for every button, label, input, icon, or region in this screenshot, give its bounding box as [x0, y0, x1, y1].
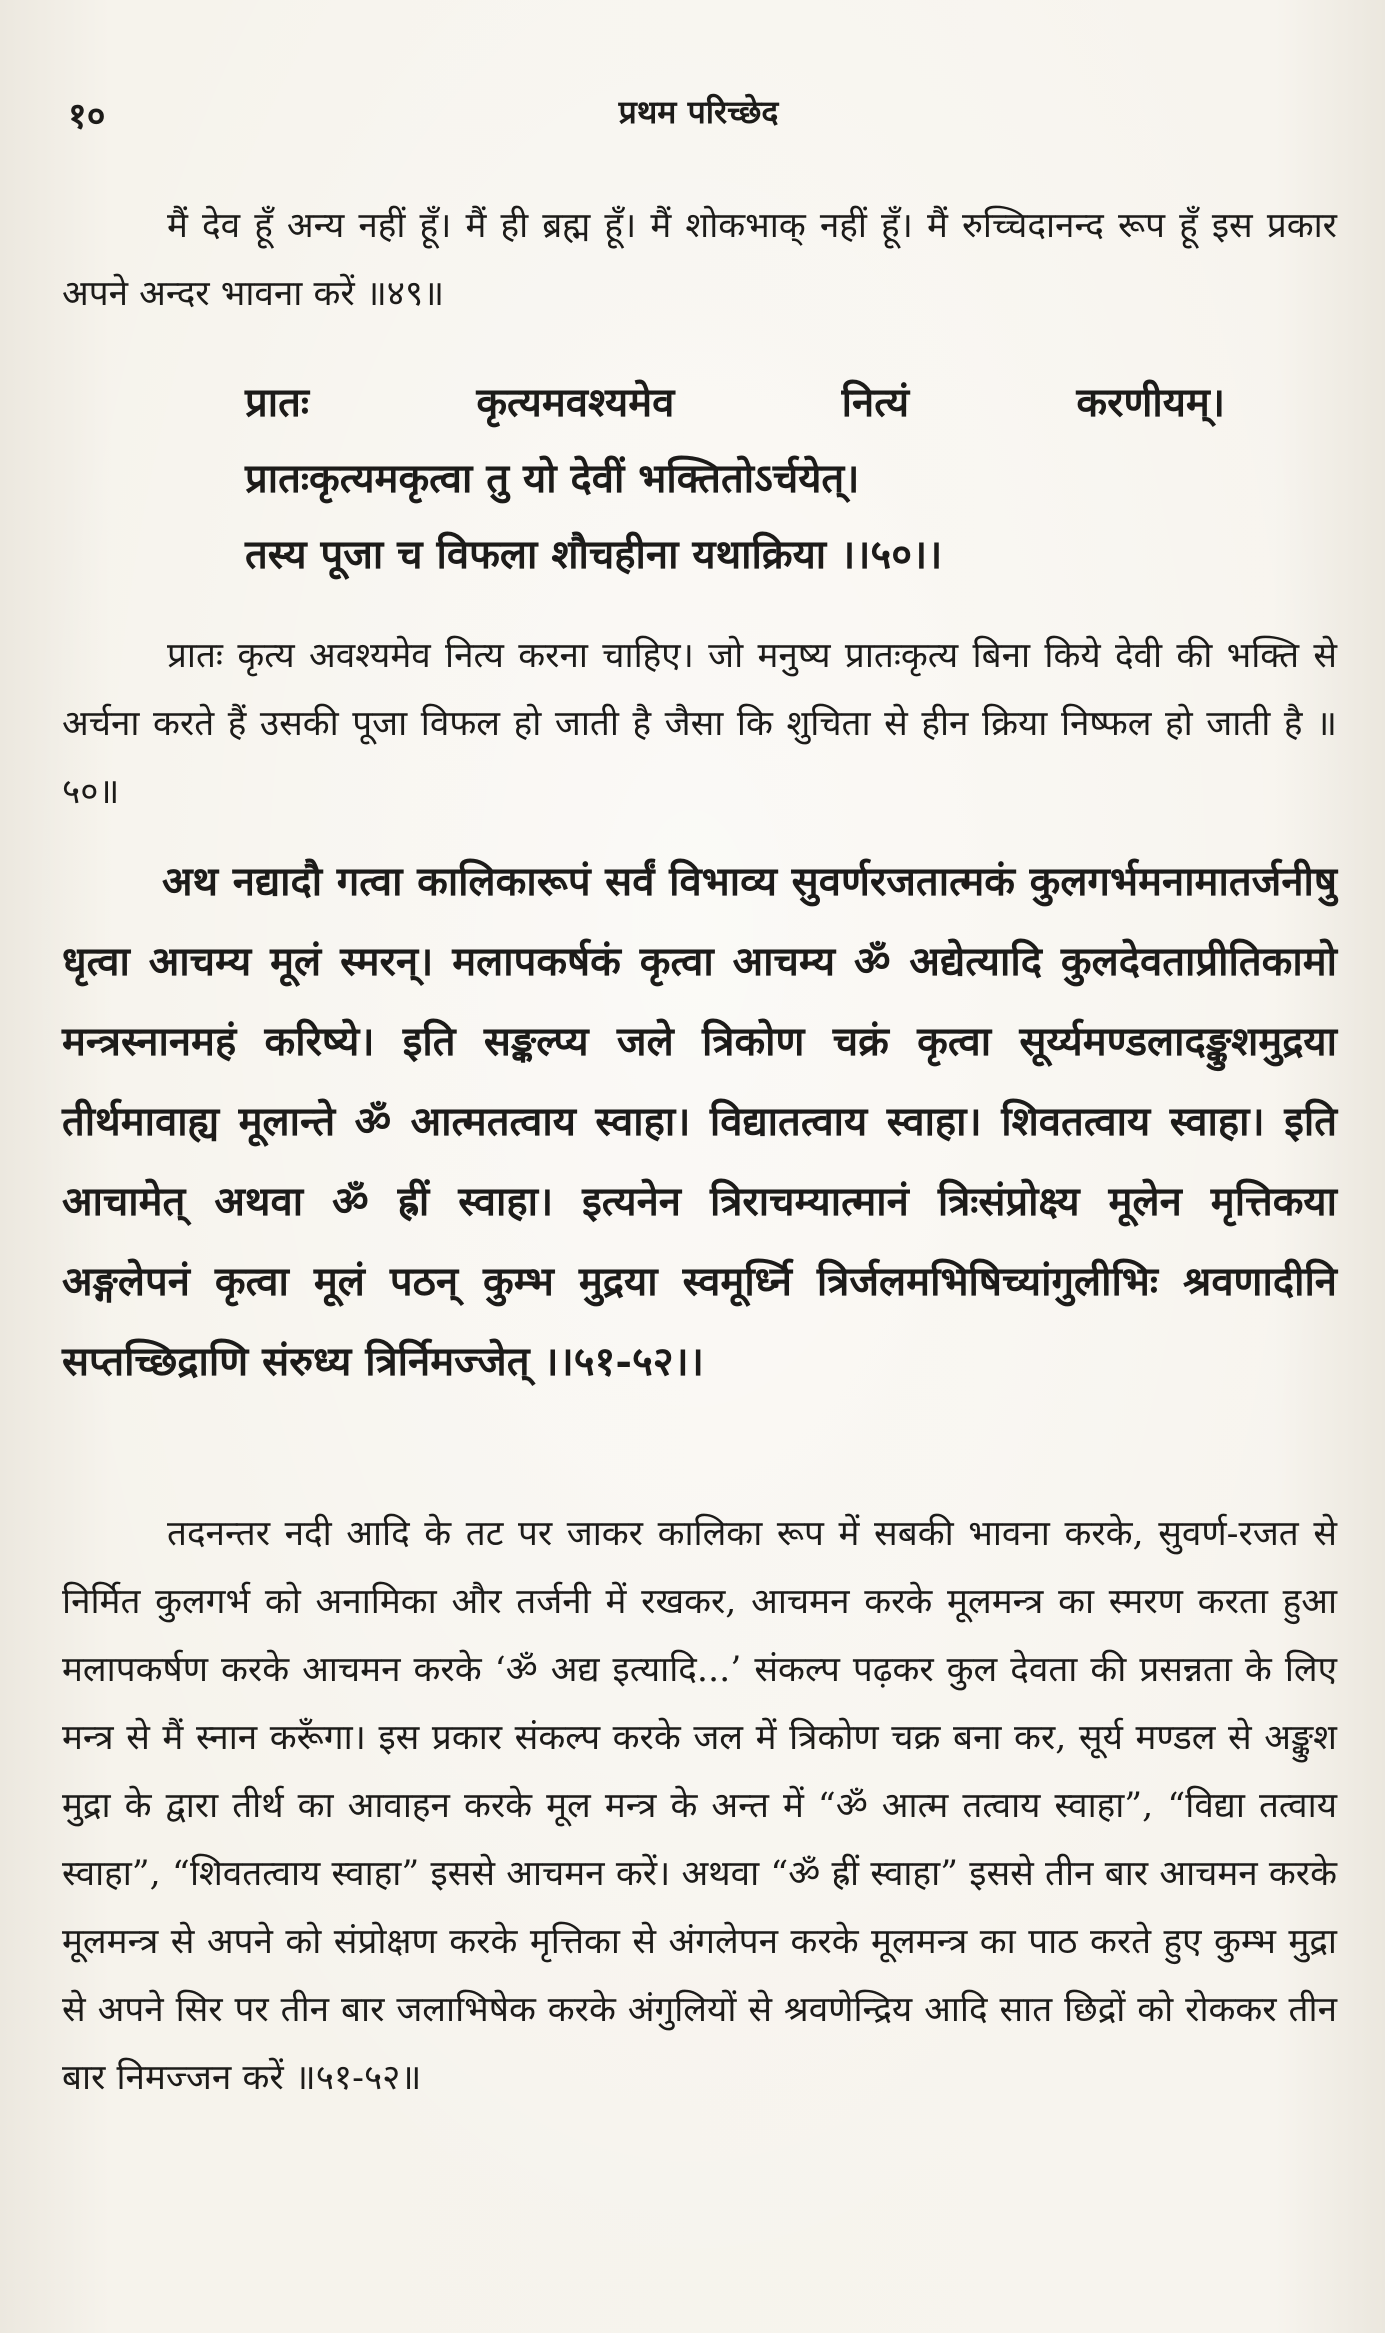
page-header — [60, 90, 1337, 140]
translation-paragraph-50: प्रातः कृत्य अवश्यमेव नित्य करना चाहिए। जो मनुष्य प्रातःकृत्य बिना किये देवी की भक्ति से अर्चना करते हैं उसकी पूजा विफल हो जाती है जैसा कि शुचिता से हीन क्रिया निष्फल हो जाती है ॥५०॥ — [62, 636, 1337, 812]
verse-50-line-1 — [245, 365, 1225, 441]
sanskrit-passage-51-52: अथ नद्यादौ गत्वा कालिकारूपं सर्वं विभाव्य सुवर्णरजतात्मकं कुलगर्भमनामातर्जनीषु धृत्वा आचम्य मूलं स्मरन्। मलापकर्षकं कृत्वा आचम्य ॐ अद्येत्यादि कुलदेवताप्रीतिकामो मन्त्रस्नानमहं करिष्ये। इति सङ्कल्प्य जले त्रिकोण चक्रं कृत्वा सूर्य्यमण्डलादङ्कुशमुद्रया तीर्थमावाह्य मूलान्ते ॐ आत्मतत्वाय स्वाहा। विद्यातत्वाय स्वाहा। शिवतत्वाय स्वाहा। इति आचामेत् अथवा ॐ ह्रीं स्वाहा। इत्यनेन त्रिराचम्यात्मानं त्रिःसंप्रोक्ष्य मूलेन मृत्तिकया अङ्गलेपनं कृत्वा मूलं पठन् कुम्भ मुद्रया स्वमूर्ध्नि त्रिर्जलमभिषिच्यांगुलीभिः श्रवणादीनि सप्तच्छिद्राणि संरुध्य त्रिर्निमज्जेत् ।।५१-५२।। — [62, 858, 1337, 1385]
chapter-title: प्रथम परिच्छेद — [618, 93, 779, 131]
verse-word: नित्यं — [841, 379, 910, 426]
verse-50-line-2: प्रातःकृत्यमकृत्वा तु यो देवीं भक्तितोऽर्चयेत्। — [245, 455, 860, 502]
verse-50-line-3: तस्य पूजा च विफला शौचहीना यथाक्रिया ।।५०।। — [245, 531, 943, 578]
translation-paragraph-49: मैं देव हूँ अन्य नहीं हूँ। मैं ही ब्रह्म हूँ। मैं शोकभाक् नहीं हूँ। मैं रुच्चिदानन्द रूप हूँ इस प्रकार अपने अन्दर भावना करें ॥४९॥ — [62, 206, 1337, 314]
translation-paragraph-51-52: तदनन्तर नदी आदि के तट पर जाकर कालिका रूप में सबकी भावना करके, सुवर्ण-रजत से निर्मित कुलगर्भ को अनामिका और तर्जनी में रखकर, आचमन करके मूलमन्त्र का स्मरण करता हुआ मलापकर्षण करके आचमन करके ‘ॐ अद्य इत्यादि...’ संकल्प पढ़कर कुल देवता की प्रसन्नता के लिए मन्त्र से मैं स्नान करूँगा। इस प्रकार संकल्प करके जल में त्रिकोण चक्र बना कर, सूर्य मण्डल से अङ्कुश मुद्रा के द्वारा तीर्थ का आवाहन करके मूल मन्त्र के अन्त में “ॐ आत्म तत्वाय स्वाहा”, “विद्या तत्वाय स्वाहा”, “शिवतत्वाय स्वाहा” इससे आचमन करें। अथवा “ॐ ह्रीं स्वाहा” इससे तीन बार आचमन करके मूलमन्त्र से अपने को संप्रोक्षण करके मृत्तिका से अंगलेपन करके मूलमन्त्र का पाठ करते हुए कुम्भ मुद्रा से अपने सिर पर तीन बार जलाभिषेक करके अंगुलियों से श्रवणेन्द्रिय आदि सात छिद्रों को रोककर तीन बार निमज्जन करें ॥५१-५२॥ — [62, 1514, 1337, 2098]
verse-word: प्रातः — [245, 379, 309, 426]
verse-word: करणीयम्। — [1076, 379, 1225, 426]
verse-50 — [245, 365, 1225, 593]
verse-word: कृत्यमवश्यमेव — [476, 379, 675, 426]
page-number: १० — [68, 95, 106, 137]
